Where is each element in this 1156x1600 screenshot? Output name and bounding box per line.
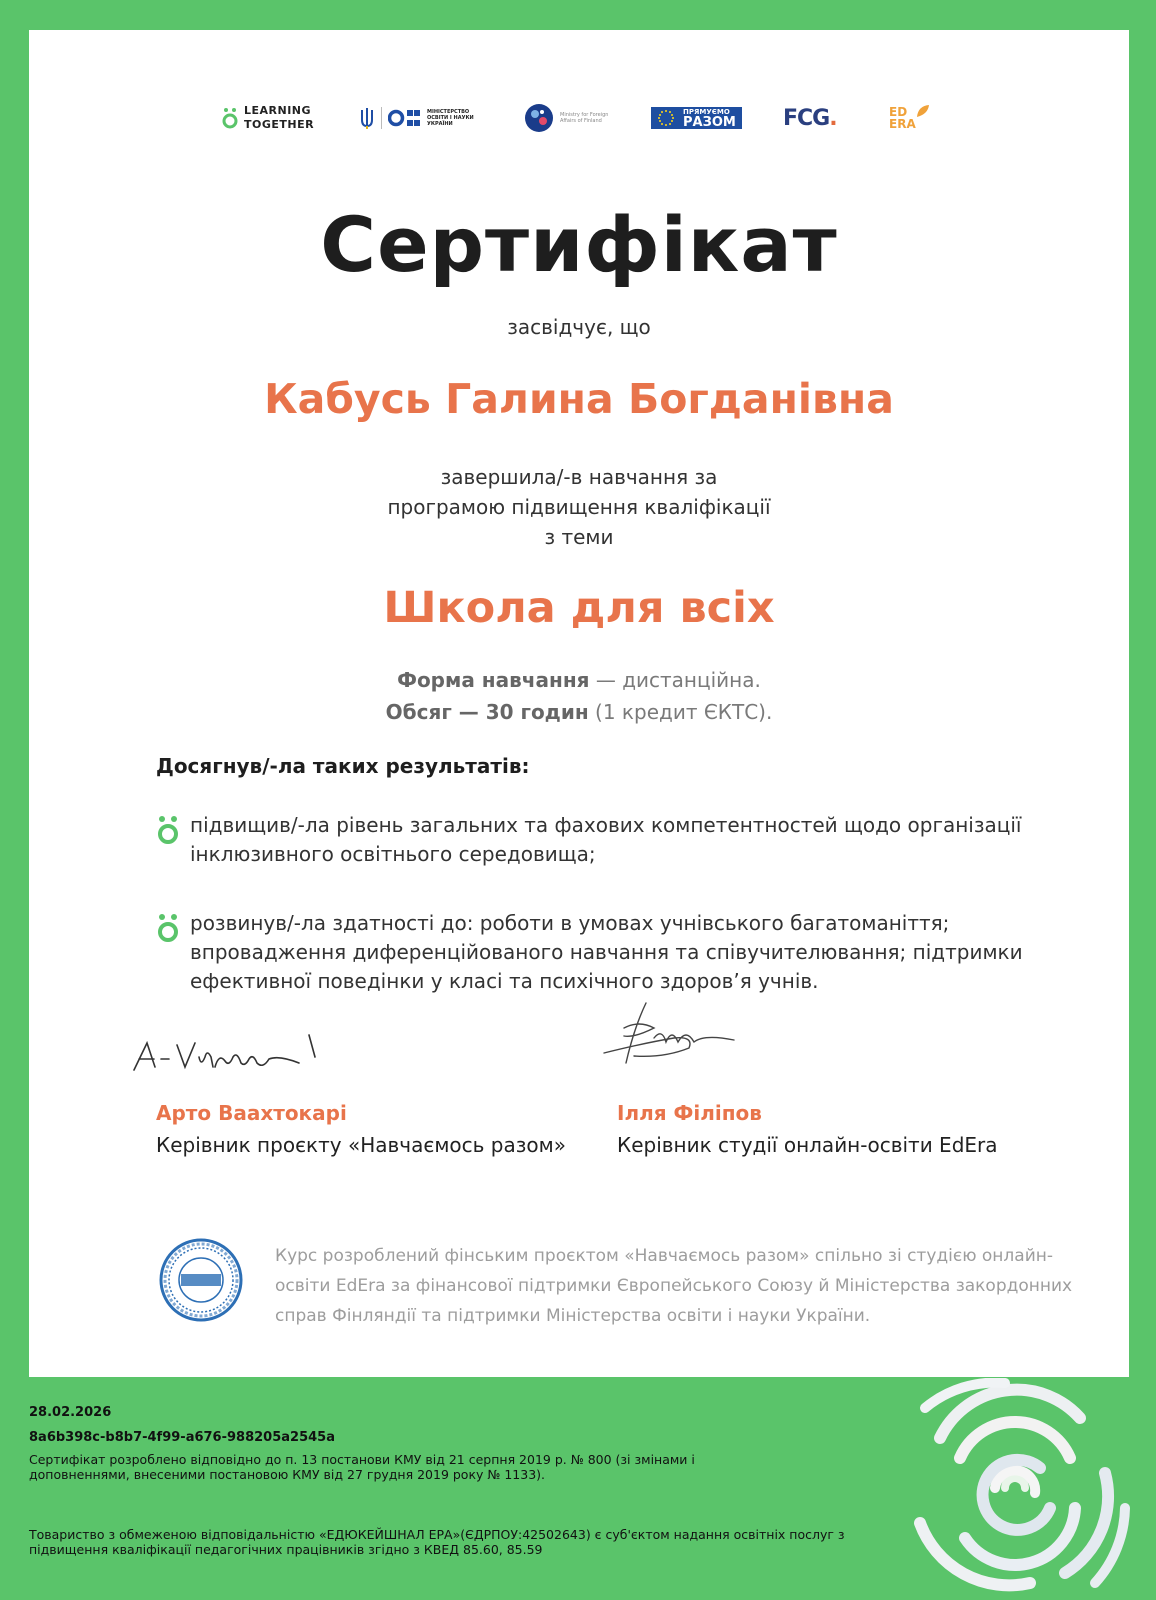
mon-line2: ОСВІТИ І НАУКИ <box>427 115 474 121</box>
edera-logo <box>889 98 930 138</box>
signatory-position: Керівник студії онлайн-освіти EdEra <box>617 1133 998 1157</box>
signature-vaahtokari <box>129 1015 359 1075</box>
course-title: Школа для всіх <box>383 583 775 633</box>
eu-flag-icon <box>651 107 681 129</box>
organization-note: Товариство з обмеженою відповідальністю «ЕДЮКЕЙШНАЛ ЕРА»(ЄДРПОУ:42502643) є суб'єктом надання освітніх послуг з підвищення кваліфікації педагогічних працівників згідно з КВЕД 85.60, 85.59 <box>29 1527 845 1557</box>
study-form <box>29 664 1129 728</box>
issue-date: 28.02.2026 <box>29 1405 112 1420</box>
spiral-decoration-icon <box>900 1378 1130 1600</box>
bullet-icon <box>156 815 180 845</box>
completion-line-3: з теми <box>544 525 614 549</box>
eu-text-small: ПРЯМУЄМО <box>683 107 730 116</box>
trident-icon <box>359 106 375 130</box>
signature-filipov <box>594 998 744 1068</box>
mon-line3: УКРАЇНИ <box>427 121 453 127</box>
result-item <box>156 909 1056 996</box>
eu-logo <box>651 98 742 138</box>
fcg-logo <box>783 98 837 138</box>
learning-together-icon <box>222 107 238 129</box>
fcg-dot-icon: . <box>829 105 837 131</box>
disclaimer-text: Курс розроблений фінським проєктом «Навчаємось разом» спільно зі студією онлайн-освіти EdEra за фінансової підтримки Європейського Союзу й Міністерства закордонних справ Фінляндії та підтримки Міністерства освіти і науки України. <box>275 1246 1073 1326</box>
result-item <box>156 811 1056 869</box>
completion-line-1: завершила/-в навчання за <box>440 465 718 489</box>
completion-line-2: програмою підвищення кваліфікації <box>387 495 771 519</box>
mfa-finland-icon <box>524 103 554 133</box>
signatory-position: Керівник проєкту «Навчаємось разом» <box>156 1133 566 1157</box>
learning-together-line1: LEARNING <box>244 104 312 117</box>
volume-label: Обсяг — 30 годин <box>385 700 589 724</box>
ministry-education-logo <box>359 98 487 138</box>
signatory-name: Ілля Філіпов <box>617 1101 762 1125</box>
mfa-text: Ministry for Foreign Affairs of Finland <box>560 112 609 124</box>
certifies-text: засвідчує, що <box>507 315 651 339</box>
ministry-foreign-affairs-logo <box>524 98 610 138</box>
certificate-sheet <box>29 30 1129 1377</box>
partner-logos <box>29 98 1129 138</box>
form-value: — дистанційна. <box>589 668 761 692</box>
mon-icon <box>388 107 422 129</box>
edera-leaf-icon <box>916 104 930 118</box>
signatory-name: Арто Ваахтокарі <box>156 1101 347 1125</box>
certificate-title: Сертифікат <box>320 200 838 289</box>
certificate-id: 8a6b398c-b8b7-4f99-a676-988205a2545a <box>29 1430 335 1445</box>
result-text: підвищив/-ла рівень загальних та фахових компетентностей щодо організації інклюзивного освітнього середовища; <box>190 813 1022 866</box>
bullet-icon <box>156 913 180 943</box>
results-heading: Досягнув/-ла таких результатів: <box>156 754 530 778</box>
edera-bottom: ERA <box>889 117 916 131</box>
official-stamp-icon <box>159 1238 243 1322</box>
result-text: розвинув/-ла здатності до: роботи в умовах учнівського багатоманіття; впровадження диференційованого навчання та співучителювання; підтримки ефективної поведінки у класі та психічного здоров’я учнів. <box>190 911 1023 993</box>
completion-text <box>29 462 1129 552</box>
recipient-name: Кабусь Галина Богданівна <box>264 375 894 423</box>
fcg-text: FCG <box>783 105 830 131</box>
form-label: Форма навчання <box>397 668 590 692</box>
mon-line1: МІНІСТЕРСТВО <box>427 109 470 115</box>
learning-together-line2: TOGETHER <box>244 118 315 131</box>
eu-text-big: РАЗОМ <box>683 114 736 130</box>
volume-value: (1 кредит ЄКТС). <box>588 700 773 724</box>
signatory-filipov <box>617 1101 1097 1160</box>
edera-top: ED <box>889 105 908 119</box>
learning-together-logo <box>222 98 314 138</box>
legal-note: Сертифікат розроблено відповідно до п. 13 постанови КМУ від 21 серпня 2019 р. № 800 (зі змінами і доповненнями, внесеними постановою КМУ від 27 грудня 2019 року № 1133). <box>29 1452 695 1482</box>
signatory-vaahtokari <box>156 1101 576 1160</box>
